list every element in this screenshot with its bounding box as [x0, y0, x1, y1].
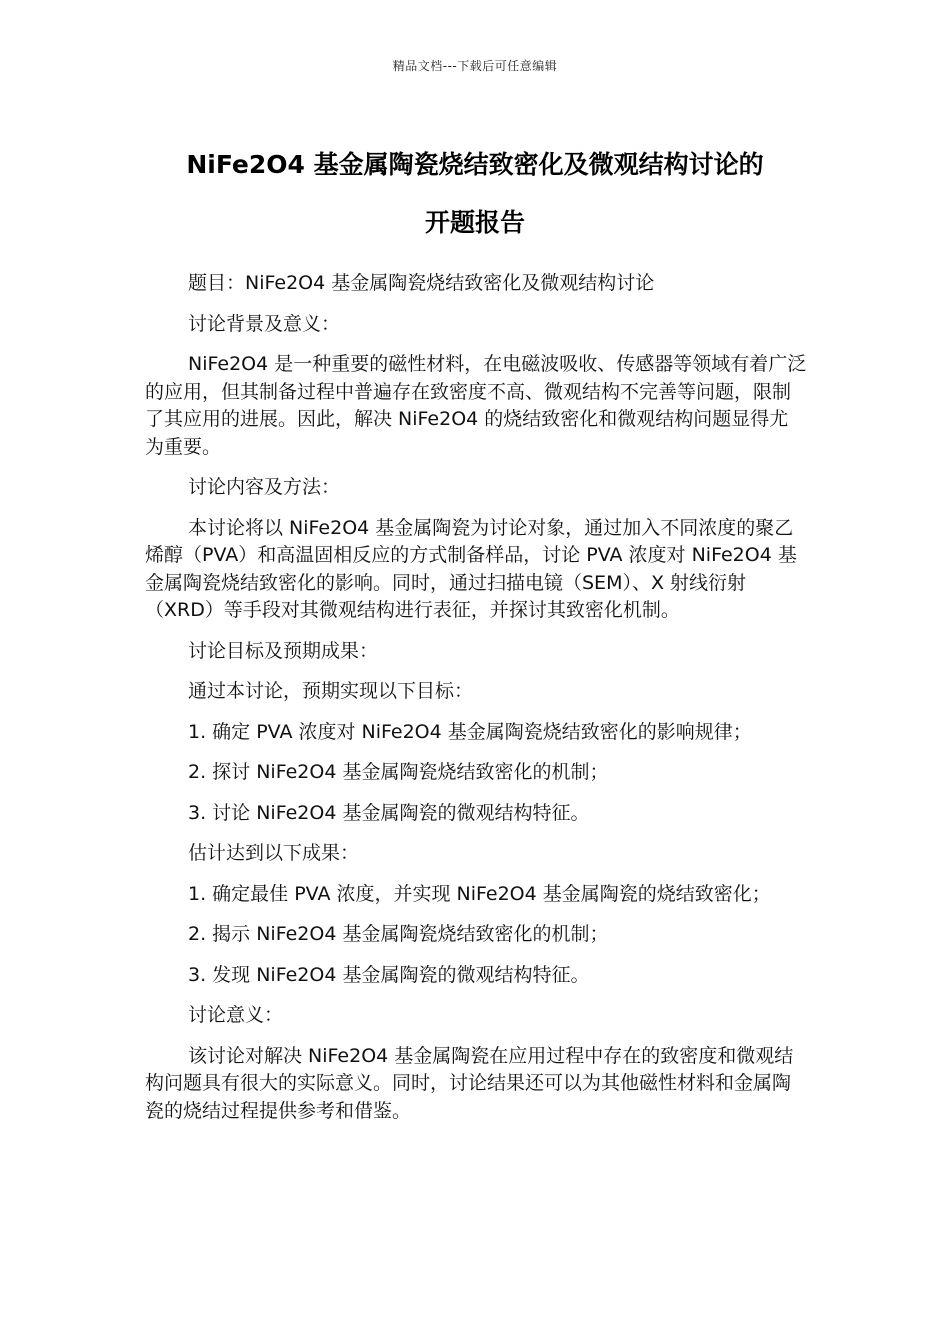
document-body [145, 270, 807, 1138]
background-paragraph: NiFe2O4 是一种重要的磁性材料，在电磁波吸收、传感器等领域有着广泛的应用，但其制备过程中普遍存在致密度不高、微观结构不完善等问题，限制了其应用的进展。因此，解决 NiFe2O4 的烧结致密化和微观结构问题显得尤为重要。 [145, 353, 807, 458]
topic-line: 题目：NiFe2O4 基金属陶瓷烧结致密化及微观结构讨论 [188, 272, 655, 294]
section-heading-significance: 讨论意义： [188, 1004, 284, 1026]
title-line-2: 开题报告 [424, 208, 525, 237]
outcome-item-2: 2. 揭示 NiFe2O4 基金属陶瓷烧结致密化的机制； [188, 923, 609, 945]
goal-item-2: 2. 探讨 NiFe2O4 基金属陶瓷烧结致密化的机制； [188, 761, 609, 783]
outcome-item-3: 3. 发现 NiFe2O4 基金属陶瓷的微观结构特征。 [188, 963, 590, 986]
methods-paragraph: 本讨论将以 NiFe2O4 基金属陶瓷为讨论对象，通过加入不同浓度的聚乙烯醇（PVA）和高温固相反应的方式制备样品，讨论 PVA 浓度对 NiFe2O4 基金属陶瓷烧结致密化的影响。同时，通过扫描电镜（SEM）、X 射线衍射（XRD）等手段对其微观结构进行表征，并探讨其致密化机制。 [145, 516, 797, 621]
section-heading-methods: 讨论内容及方法： [188, 476, 341, 498]
outcomes-intro: 估计达到以下成果： [188, 842, 360, 864]
section-heading-background: 讨论背景及意义： [188, 312, 341, 335]
outcome-item-1: 1. 确定最佳 PVA 浓度，并实现 NiFe2O4 基金属陶瓷的烧结致密化； [188, 882, 771, 905]
goals-intro: 通过本讨论，预期实现以下目标： [188, 680, 474, 702]
document-title [100, 136, 850, 252]
goal-item-1: 1. 确定 PVA 浓度对 NiFe2O4 基金属陶瓷烧结致密化的影响规律； [188, 720, 752, 743]
title-line-1: NiFe2O4 基金属陶瓷烧结致密化及微观结构讨论的 [186, 150, 764, 179]
page-header: 精品文档---下载后可任意编辑 [392, 59, 558, 73]
significance-paragraph: 该讨论对解决 NiFe2O4 基金属陶瓷在应用过程中存在的致密度和微观结构问题具有很大的实际意义。同时，讨论结果还可以为其他磁性材料和金属陶瓷的烧结过程提供参考和借鉴。 [145, 1044, 794, 1122]
goal-item-3: 3. 讨论 NiFe2O4 基金属陶瓷的微观结构特征。 [188, 801, 590, 824]
section-heading-goals: 讨论目标及预期成果： [188, 639, 379, 662]
